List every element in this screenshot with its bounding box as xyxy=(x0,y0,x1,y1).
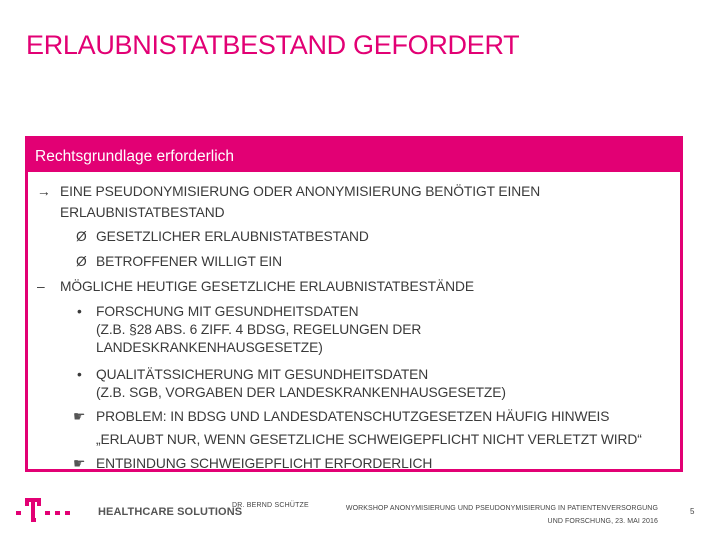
footer-event-line2: UND FORSCHUNG, 23. MAI 2016 xyxy=(547,518,658,525)
dash-bullet-icon: – xyxy=(37,279,45,294)
sub-bullet-text: QUALITÄTSSICHERUNG MIT GESUNDHEITSDATEN xyxy=(96,367,429,382)
footer-event-line1: WORKSHOP ANONYMISIERUNG UND PSEUDONYMISIERUNG IN PATIENTENVERSORGUNG xyxy=(345,505,658,512)
bullet-text: MÖGLICHE HEUTIGE GESETZLICHE ERLAUBNISTATBESTÄNDE xyxy=(60,279,474,294)
sub-bullet-text-continued: (Z.B. §28 ABS. 6 ZIFF. 4 BDSG, REGELUNGEN DER xyxy=(96,322,422,337)
sub-bullet-text: PROBLEM: IN BDSG UND LANDESDATENSCHUTZGESETZEN HÄUFIG HINWEIS xyxy=(96,409,610,424)
bullet-text-continued: ERLAUBNISTATBESTAND xyxy=(60,205,225,220)
sub-bullet-text: ENTBINDUNG SCHWEIGEPFLICHT ERFORDERLICH xyxy=(96,456,433,471)
footer-event xyxy=(342,502,658,528)
slide-title: ERLAUBNISTATBESTAND GEFORDERT xyxy=(26,30,520,60)
sub-bullet-text-continued: LANDESKRANKENHAUSGESETZE) xyxy=(96,340,323,355)
sub-bullet-text-continued: „ERLAUBT NUR, WENN GESETZLICHE SCHWEIGEPFLICHT NICHT VERLETZT WIRD“ xyxy=(96,432,642,447)
sub-bullet-text: FORSCHUNG MIT GESUNDHEITSDATEN xyxy=(96,304,359,319)
box-header: Rechtsgrundlage erforderlich xyxy=(25,136,683,172)
arrow-icon: → xyxy=(37,184,51,199)
dot-bullet-icon: • xyxy=(77,304,82,319)
pointing-hand-icon: ☛ xyxy=(73,409,86,424)
page-number: 5 xyxy=(690,507,695,516)
footer-author: DR. BERND SCHÜTZE xyxy=(232,502,309,509)
pointing-hand-icon: ☛ xyxy=(73,456,86,471)
telekom-t-logo xyxy=(16,496,76,526)
dot-bullet-icon: • xyxy=(77,367,82,382)
sub-bullet-text-continued: (Z.B. SGB, VORGABEN DER LANDESKRANKENHAUSGESETZE) xyxy=(96,385,506,400)
sub-bullet-text: BETROFFENER WILLIGT EIN xyxy=(96,254,283,269)
footer-brand: HEALTHCARE SOLUTIONS xyxy=(98,506,243,518)
bullet-text: EINE PSEUDONYMISIERUNG ODER ANONYMISIERUNG BENÖTIGT EINEN xyxy=(60,184,541,199)
sub-bullet-text: GESETZLICHER ERLAUBNISTATBESTAND xyxy=(96,229,369,244)
arrowhead-bullet-icon: Ø xyxy=(76,229,87,244)
arrowhead-bullet-icon: Ø xyxy=(76,254,87,269)
